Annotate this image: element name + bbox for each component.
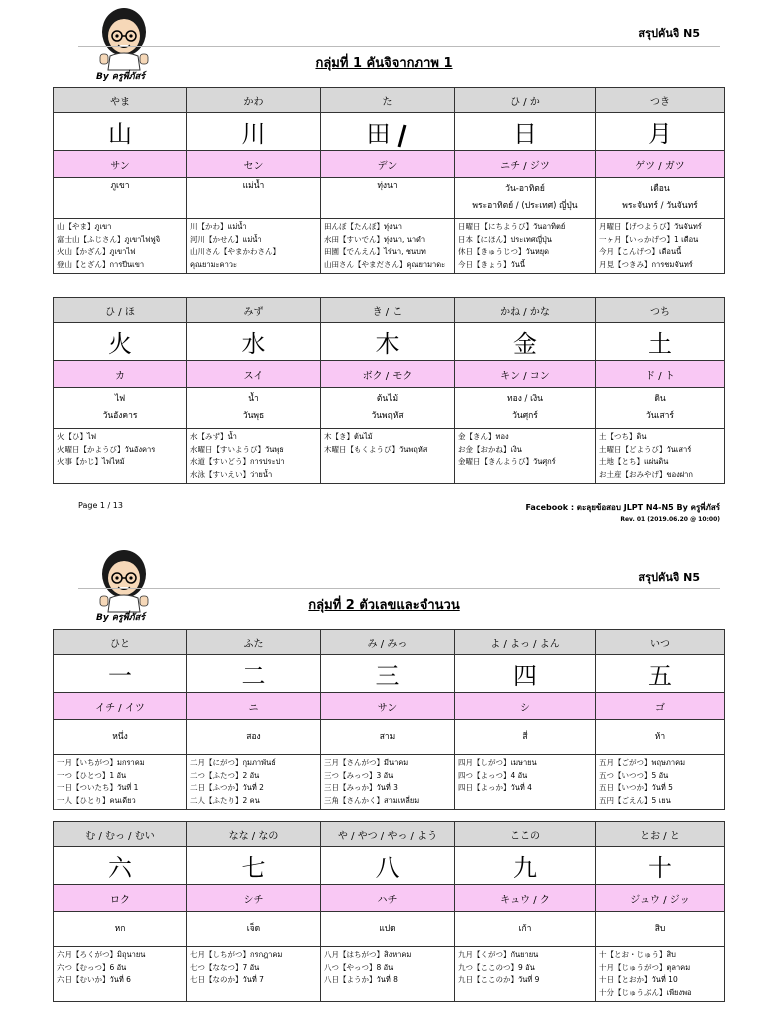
on-cell: キン / コン <box>455 361 596 388</box>
example-line: 十月【じゅうがつ】ตุลาคม <box>599 962 691 972</box>
examples-cell <box>596 219 725 274</box>
kanji-cell <box>321 113 455 151</box>
on-cell: サン <box>321 693 455 720</box>
meaning-line: พระอาทิตย์ / (ประเทศ) ญี่ปุ่น <box>472 201 578 211</box>
on-cell: シチ <box>187 885 321 912</box>
example-line: 日曜日【にちようび】วันอาทิตย์ <box>458 222 566 231</box>
on-cell: サン <box>54 151 187 178</box>
byline: By ครูพี่ภัสร์ <box>96 72 145 82</box>
example-line: 九つ【ここのつ】9 อัน <box>458 962 535 972</box>
example-line: 七日【なのか】วันที่ 7 <box>190 975 264 984</box>
example-line: 六日【むいか】วันที่ 6 <box>57 975 131 984</box>
kanji-cell: 水 <box>187 323 321 361</box>
examples-cell <box>596 429 725 484</box>
on-cell: ボク / モク <box>321 361 455 388</box>
meaning-cell: แปด <box>321 912 455 947</box>
examples-row <box>54 429 725 484</box>
example-line: 木【き】ต้นไม้ <box>324 432 373 441</box>
kanji-cell: 川 <box>187 113 321 151</box>
example-line: 田園【でんえん】ไร่นา, ชนบท <box>324 247 426 256</box>
kun-cell: やま <box>54 88 187 113</box>
meaning-cell: สิบ <box>596 912 725 947</box>
example-line: 九日【ここのか】วันที่ 9 <box>458 975 540 984</box>
kanji-cell: 九 <box>455 847 596 885</box>
examples-cell <box>596 947 725 1002</box>
meaning-cell: เก้า <box>455 912 596 947</box>
on-cell: デン <box>321 151 455 178</box>
example-line: 三つ【みっつ】3 อัน <box>324 770 394 780</box>
example-line: お土産【おみやげ】ของฝาก <box>599 469 693 479</box>
on-cell: セン <box>187 151 321 178</box>
examples-cell <box>455 755 596 810</box>
on-row <box>54 885 725 912</box>
kanji-cell: 二 <box>187 655 321 693</box>
example-line: 一日【ついたち】วันที่ 1 <box>57 783 139 792</box>
example-line: 三月【さんがつ】มีนาคม <box>324 758 409 767</box>
kanji-table-2 <box>53 297 725 484</box>
kun-cell: とお / と <box>596 822 725 847</box>
example-line: 土【つち】ดิน <box>599 432 647 441</box>
group-title: กลุ่มที่ 1 คันจิจากภาพ 1 <box>315 56 453 71</box>
example-line: 三日【みっか】วันที่ 3 <box>324 783 398 792</box>
cursor-stroke-icon <box>395 123 409 149</box>
example-line: 四月【しがつ】เมษายน <box>458 758 537 767</box>
kun-cell: つち <box>596 298 725 323</box>
examples-cell <box>54 755 187 810</box>
examples-cell <box>455 219 596 274</box>
example-line: お金【おかね】เงิน <box>458 444 522 454</box>
on-cell: ハチ <box>321 885 455 912</box>
example-line: 土曜日【どようび】วันเสาร์ <box>599 444 692 454</box>
byline: By ครูพี่ภัสร์ <box>96 613 145 623</box>
kun-cell: いつ <box>596 630 725 655</box>
meaning-line: วันอังคาร <box>102 411 138 421</box>
meaning-cell <box>321 388 455 429</box>
meaning-cell <box>54 178 187 219</box>
example-line: คุณยามะคาวะ <box>190 259 238 269</box>
page-number: Page 1 / 13 <box>78 501 123 510</box>
kanji-cell: 六 <box>54 847 187 885</box>
meaning-cell: ห้า <box>596 720 725 755</box>
meaning-line: แม่น้ำ <box>242 181 265 191</box>
example-line: 十日【とおか】วันที่ 10 <box>599 975 678 984</box>
example-line: 五円【ごえん】5 เยน <box>599 795 671 805</box>
meaning-line: ดิน <box>654 394 666 404</box>
meaning-cell <box>321 178 455 219</box>
meaning-line: น้ำ <box>248 394 259 404</box>
kun-cell: よ / よっ / よん <box>455 630 596 655</box>
kun-cell: む / むっ / むい <box>54 822 187 847</box>
kanji-row <box>54 655 725 693</box>
kanji-cell: 一 <box>54 655 187 693</box>
meaning-cell <box>455 178 596 219</box>
example-line: 七月【しちがつ】กรกฎาคม <box>190 950 283 959</box>
example-line: 田んぼ【たんぼ】ทุ่งนา <box>324 222 402 231</box>
on-row <box>54 693 725 720</box>
kanji-cell: 山 <box>54 113 187 151</box>
example-line: 一つ【ひとつ】1 อัน <box>57 770 127 780</box>
meaning-line: วันพุธ <box>242 411 265 421</box>
examples-cell <box>187 755 321 810</box>
meaning-line: วัน-อาทิตย์ <box>505 184 545 194</box>
example-line: 火山【かざん】ภูเขาไฟ <box>57 247 136 256</box>
meaning-line: เดือน <box>650 184 670 194</box>
example-line: 金曜日【きんようび】วันศุกร์ <box>458 457 556 466</box>
kanji-cell: 金 <box>455 323 596 361</box>
meaning-line: ภูเขา <box>110 181 130 191</box>
kanji-cell: 七 <box>187 847 321 885</box>
examples-cell <box>54 429 187 484</box>
on-cell: スイ <box>187 361 321 388</box>
meaning-line: วันศุกร์ <box>512 411 538 421</box>
meaning-cell <box>596 388 725 429</box>
meaning-cell: สอง <box>187 720 321 755</box>
on-cell: イチ / イツ <box>54 693 187 720</box>
kanji-row <box>54 847 725 885</box>
kun-cell: かね / かな <box>455 298 596 323</box>
examples-cell <box>596 755 725 810</box>
example-line: 六月【ろくがつ】มิถุนายน <box>57 950 146 959</box>
example-line: 木曜日【もくようび】วันพฤหัส <box>324 444 428 454</box>
meaning-cell: เจ็ด <box>187 912 321 947</box>
header-rule <box>78 46 720 47</box>
example-line: 休日【きゅうじつ】วันหยุด <box>458 247 550 256</box>
example-line: 七つ【ななつ】7 อัน <box>190 962 260 972</box>
examples-cell <box>187 947 321 1002</box>
example-line: 川【かわ】แม่น้ำ <box>190 222 247 231</box>
example-line: 四つ【よっつ】4 อัน <box>458 770 528 780</box>
example-line: 月曜日【げつようび】วันจันทร์ <box>599 222 702 231</box>
meaning-cell <box>455 388 596 429</box>
meaning-cell <box>54 388 187 429</box>
examples-cell <box>455 947 596 1002</box>
kanji-cell: 月 <box>596 113 725 151</box>
meaning-cell <box>187 388 321 429</box>
kun-row <box>54 88 725 113</box>
on-row <box>54 361 725 388</box>
meaning-row <box>54 720 725 755</box>
kun-cell: かわ <box>187 88 321 113</box>
example-line: 火事【かじ】ไฟไหม้ <box>57 457 125 466</box>
example-line: 河川【かせん】แม่น้ำ <box>190 234 262 244</box>
kanji-char: 田 <box>366 120 391 148</box>
header-rule <box>78 588 720 589</box>
on-cell: ニ <box>187 693 321 720</box>
kun-cell: なな / なの <box>187 822 321 847</box>
example-line: 日本【にほん】ประเทศญี่ปุ่น <box>458 234 552 244</box>
on-row <box>54 151 725 178</box>
example-line: 八月【はちがつ】สิงหาคม <box>324 950 412 959</box>
example-line: 六つ【むっつ】6 อัน <box>57 962 127 972</box>
kanji-cell: 三 <box>321 655 455 693</box>
kanji-row <box>54 113 725 151</box>
on-cell: ド / ト <box>596 361 725 388</box>
kun-cell: つき <box>596 88 725 113</box>
example-line: 富士山【ふじさん】ภูเขาไฟฟูจิ <box>57 234 161 244</box>
example-line: 二月【にがつ】กุมภาพันธ์ <box>190 758 276 767</box>
example-line: 五日【いつか】วันที่ 5 <box>599 783 673 792</box>
example-line: 山田さん【やまださん】คุณยามาดะ <box>324 259 446 269</box>
meaning-line: ไฟ <box>114 394 126 404</box>
example-line: 月見【つきみ】การชมจันทร์ <box>599 259 693 269</box>
kun-cell: み / みっ <box>321 630 455 655</box>
meaning-cell <box>596 178 725 219</box>
kun-cell: ひ / ほ <box>54 298 187 323</box>
examples-cell <box>321 429 455 484</box>
example-line: 水泳【すいえい】ว่ายน้ำ <box>190 469 273 479</box>
summary-label: สรุปคันจิ N5 <box>638 571 700 584</box>
example-line: 二日【ふつか】วันที่ 2 <box>190 783 264 792</box>
on-cell: ロク <box>54 885 187 912</box>
meaning-line: ทุ่งนา <box>377 181 398 191</box>
example-line: 今日【きょう】วันนี้ <box>458 259 525 269</box>
example-line: 今月【こんげつ】เดือนนี้ <box>599 247 682 256</box>
examples-row <box>54 947 725 1002</box>
kanji-cell: 五 <box>596 655 725 693</box>
example-line: 八つ【やっつ】8 อัน <box>324 962 394 972</box>
meaning-line: วันเสาร์ <box>645 411 674 421</box>
meaning-row <box>54 388 725 429</box>
example-line: 八日【ようか】วันที่ 8 <box>324 975 398 984</box>
kanji-cell: 八 <box>321 847 455 885</box>
example-line: 一人【ひとり】คนเดียว <box>57 795 136 805</box>
examples-cell <box>187 219 321 274</box>
kanji-cell: 土 <box>596 323 725 361</box>
kanji-table-4 <box>53 821 725 1002</box>
on-cell: ゴ <box>596 693 725 720</box>
meaning-line: วันพฤหัส <box>371 411 404 421</box>
meaning-row <box>54 178 725 219</box>
on-cell: カ <box>54 361 187 388</box>
meaning-cell: สี่ <box>455 720 596 755</box>
example-line: 土地【とち】แผ่นดิน <box>599 457 669 466</box>
on-cell: ジュウ / ジッ <box>596 885 725 912</box>
kanji-table-1 <box>53 87 725 274</box>
kun-cell: ひと <box>54 630 187 655</box>
example-line: 二つ【ふたつ】2 อัน <box>190 770 260 780</box>
kanji-cell: 四 <box>455 655 596 693</box>
example-line: 九月【くがつ】กันยายน <box>458 950 539 959</box>
example-line: 水曜日【すいようび】วันพุธ <box>190 444 284 454</box>
example-line: 十【とお・じゅう】สิบ <box>599 950 676 959</box>
example-line: 水道【すいどう】การประปา <box>190 457 285 466</box>
group-title: กลุ่มที่ 2 ตัวเลขและจำนวน <box>308 598 460 613</box>
kanji-cell: 木 <box>321 323 455 361</box>
example-line: 山【やま】ภูเขา <box>57 222 112 231</box>
example-line: 火【ひ】ไฟ <box>57 432 97 441</box>
examples-cell <box>321 755 455 810</box>
example-line: 山川さん【やまかわさん】 <box>190 247 280 256</box>
kanji-cell: 日 <box>455 113 596 151</box>
kanji-cell: 火 <box>54 323 187 361</box>
on-cell: ニチ / ジツ <box>455 151 596 178</box>
example-line: 登山【とざん】การปีนเขา <box>57 259 145 269</box>
examples-row <box>54 755 725 810</box>
example-line: 五月【ごがつ】พฤษภาคม <box>599 758 686 767</box>
kun-cell: ひ / か <box>455 88 596 113</box>
facebook-credit: Facebook : ตะลุยข้อสอบ JLPT N4-N5 By ครูพี่ภัสร์ <box>525 503 720 512</box>
on-cell: シ <box>455 693 596 720</box>
example-line: 金【きん】ทอง <box>458 432 509 441</box>
examples-cell <box>54 219 187 274</box>
meaning-line: ต้นไม้ <box>376 394 399 404</box>
example-line: 火曜日【かようび】วันอังคาร <box>57 444 156 454</box>
meaning-cell: สาม <box>321 720 455 755</box>
kun-cell: や / やつ / やっ / よう <box>321 822 455 847</box>
kun-row <box>54 298 725 323</box>
example-line: 四日【よっか】วันที่ 4 <box>458 783 532 792</box>
meaning-cell: หก <box>54 912 187 947</box>
meaning-cell: หนึ่ง <box>54 720 187 755</box>
kun-cell: き / こ <box>321 298 455 323</box>
meaning-line: ทอง / เงิน <box>507 394 543 404</box>
kun-cell: みず <box>187 298 321 323</box>
kun-cell: ふた <box>187 630 321 655</box>
meaning-cell <box>187 178 321 219</box>
examples-cell <box>187 429 321 484</box>
example-line: 二人【ふたり】2 คน <box>190 795 260 805</box>
example-line: 水【みず】น้ำ <box>190 432 237 441</box>
meaning-row <box>54 912 725 947</box>
page-2 <box>0 512 768 1024</box>
example-line: 一月【いちがつ】มกราคม <box>57 758 145 767</box>
example-line: 一ヶ月【いっかげつ】1 เดือน <box>599 234 699 244</box>
kanji-row <box>54 323 725 361</box>
meaning-line: พระจันทร์ / วันจันทร์ <box>622 201 698 211</box>
example-line: 水田【すいでん】ทุ่งนา, นาดำ <box>324 234 426 244</box>
kun-cell: ここの <box>455 822 596 847</box>
examples-cell <box>321 219 455 274</box>
examples-cell <box>455 429 596 484</box>
example-line: 五つ【いつつ】5 อัน <box>599 770 669 780</box>
kanji-cell: 十 <box>596 847 725 885</box>
example-line: 三角【さんかく】สามเหลี่ยม <box>324 795 420 805</box>
on-cell: キュウ / ク <box>455 885 596 912</box>
revision-label: Rev. 01 (2019.06.20 @ 10:00) <box>620 516 720 523</box>
examples-cell <box>321 947 455 1002</box>
examples-cell <box>54 947 187 1002</box>
kun-row <box>54 822 725 847</box>
on-cell: ゲツ / ガツ <box>596 151 725 178</box>
example-line: 十分【じゅうぶん】เพียงพอ <box>599 987 692 997</box>
examples-row <box>54 219 725 274</box>
summary-label: สรุปคันจิ N5 <box>638 27 700 40</box>
kun-cell: た <box>321 88 455 113</box>
kanji-table-3 <box>53 629 725 810</box>
kun-row <box>54 630 725 655</box>
